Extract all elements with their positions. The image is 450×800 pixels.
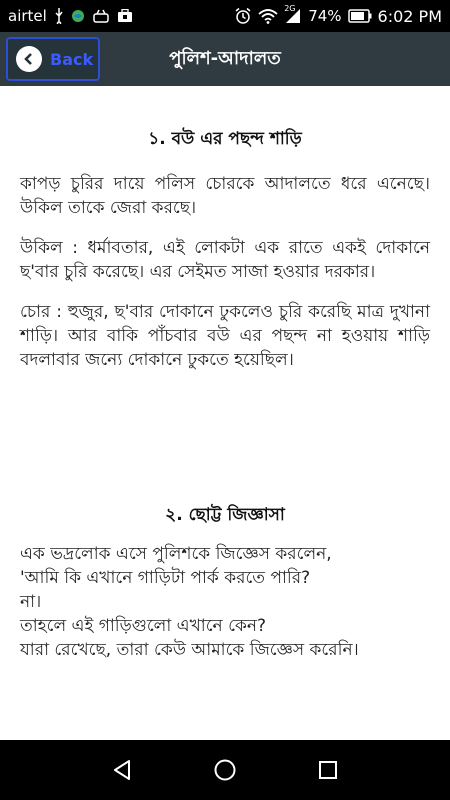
alarm-icon [234, 7, 252, 25]
carrier-label: airtel [8, 7, 47, 25]
battery-icon [348, 9, 372, 23]
joke-1-body [0, 172, 450, 372]
paragraph: উকিল : ধর্মাবতার, এই লোকটা এক রাতে একই দোকানে ছ'বার চুরি করেছে। এর সেইমত সাজা হওয়ার দরকার। [20, 238, 430, 282]
wifi-icon [258, 8, 278, 24]
status-right [234, 4, 442, 26]
network-type-label: 2G [284, 4, 296, 13]
nav-back-button[interactable] [98, 746, 146, 794]
line: না। [20, 592, 42, 612]
square-recents-icon [316, 758, 340, 782]
paragraph: কাপড় চুরির দায়ে পলিস চোরকে আদালতে ধরে এনেছে। উকিল তাকে জেরা করছে। [20, 174, 430, 218]
battery-percent: 74% [308, 7, 342, 25]
joke-1 [0, 126, 450, 154]
joke-2 [0, 502, 450, 530]
back-button-label: Back [50, 49, 94, 69]
status-left [8, 7, 133, 25]
status-bar [0, 0, 450, 32]
circle-home-icon [213, 758, 237, 782]
line: এক ভদ্রলোক এসে পুলিশকে জিজ্ঞেস করলেন, [20, 544, 332, 564]
back-button[interactable] [6, 37, 100, 81]
navigation-bar [0, 740, 450, 800]
back-arrow-icon [16, 46, 42, 72]
joke-title: ২. ছোট্ট জিজ্ঞাসা [165, 505, 285, 525]
line: 'আমি কি এখানে গাড়িটা পার্ক করতে পারি? [20, 568, 311, 588]
triangle-back-icon [110, 758, 134, 782]
cell-signal-icon [284, 4, 302, 24]
usb-icon [54, 8, 64, 24]
bag-icon [117, 9, 133, 23]
app-notification-icon [71, 9, 85, 23]
page-title: পুলিশ-আদালত [169, 47, 281, 69]
joke-2-body [0, 542, 450, 662]
app-bar [0, 32, 450, 86]
line: তাহলে এই গাড়িগুলো এখানে কেন? [20, 616, 267, 636]
game-icon [92, 9, 110, 23]
paragraph: চোর : হুজুর, ছ'বার দোকানে ঢুকলেও চুরি করেছি মাত্র দুখানা শাড়ি। আর বাকি পাঁচবার বউ এর পছন্দ না হওয়ায় শাড়ি বদলাবার জন্যে দোকানে ঢুকতে হয়েছিল। [20, 302, 430, 370]
clock: 6:02 PM [377, 6, 442, 26]
nav-recents-button[interactable] [304, 746, 352, 794]
nav-home-button[interactable] [201, 746, 249, 794]
content-scroll-area[interactable] [0, 86, 450, 740]
joke-title: ১. বউ এর পছন্দ শাড়ি [148, 129, 302, 149]
line: যারা রেখেছে, তারা কেউ আমাকে জিজ্ঞেস করেনি। [20, 640, 359, 660]
